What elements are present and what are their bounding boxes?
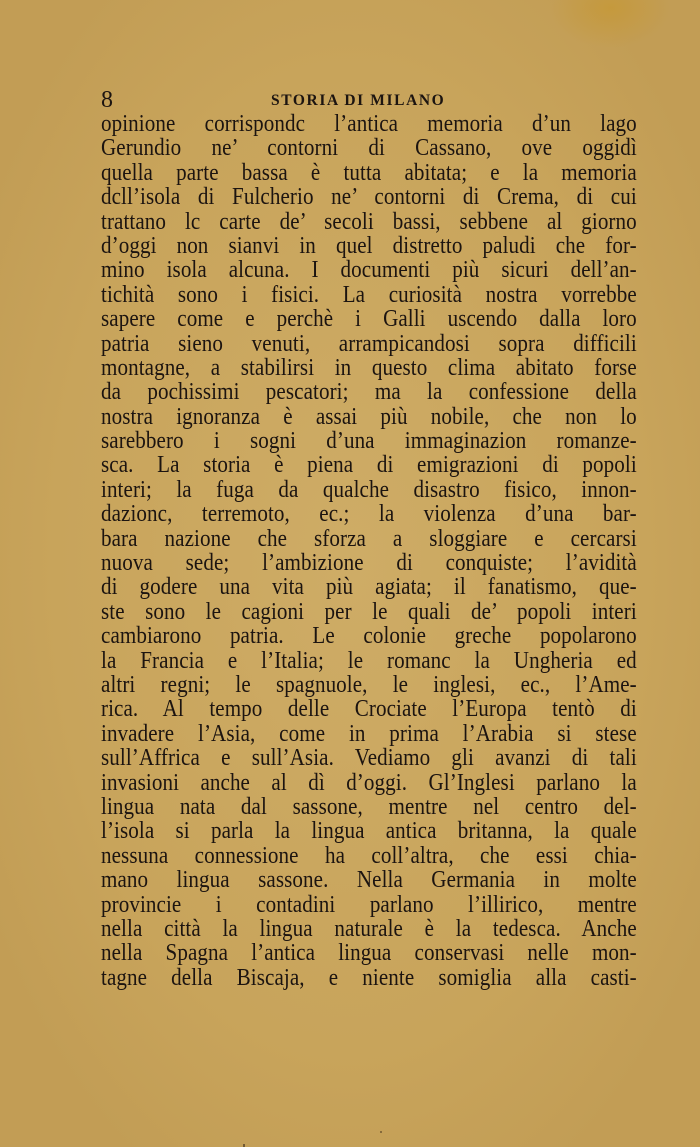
text-line: nella città la lingua naturale è la tedesca. Anche: [101, 914, 637, 942]
text-line: altri regni; le spagnuole, le inglesi, ec., l’Ame-: [101, 670, 637, 698]
text-line: Gerundio ne’ contorni di Cassano, ove oggidì: [101, 134, 637, 162]
text-line: dcll’isola di Fulcherio ne’ contorni di Crema, di cui: [101, 183, 637, 211]
text-line: sarebbero i sogni d’una immaginazion romanze-: [101, 427, 637, 455]
text-line: invasioni anche al dì d’oggi. Gl’Inglesi parlano la: [101, 768, 637, 796]
text-line: da pochissimi pescatori; ma la confessione della: [101, 378, 637, 406]
text-line: bara nazione che sforza a sloggiare e cercarsi: [101, 524, 637, 552]
text-line: opinione corrispondc l’antica memoria d’un lago: [101, 110, 637, 137]
page-number: 8: [101, 87, 113, 113]
text-line: patria sieno venuti, arrampicandosi sopra difficili: [101, 329, 637, 357]
text-line: nessuna connessione ha coll’altra, che essi chia-: [101, 841, 637, 869]
text-line: d’oggi non sianvi in quel distretto paludi che for-: [101, 231, 637, 259]
text-line: la Francia e l’Italia; le romanc la Ungheria ed: [101, 646, 637, 674]
text-line: nuova sede; l’ambizione di conquiste; l’avidità: [101, 549, 637, 577]
text-line: tichità sono i fisici. La curiosità nostra vorrebbe: [101, 280, 637, 308]
paper-speck: [380, 1131, 382, 1133]
text-line: quella parte bassa è tutta abitata; e la memoria: [101, 158, 637, 186]
text-line: mano lingua sassone. Nella Germania in molte: [101, 866, 637, 894]
book-page: [101, 88, 637, 990]
text-line: sca. La storia è piena di emigrazioni di popoli: [101, 451, 637, 479]
text-line: provincie i contadini parlano l’illirico, mentre: [101, 890, 637, 918]
text-line: interi; la fuga da qualche disastro fisico, innon-: [101, 475, 637, 503]
text-line: rica. Al tempo delle Crociate l’Europa tentò di: [101, 695, 637, 723]
text-line: ste sono le cagioni per le quali de’ popoli interi: [101, 597, 637, 625]
running-head: [101, 88, 637, 112]
text-line: lingua nata dal sassone, mentre nel centro del-: [101, 792, 637, 820]
text-line: montagne, a stabilirsi in questo clima abitato forse: [101, 353, 637, 381]
body-text: [101, 112, 637, 990]
text-line: sapere come e perchè i Galli uscendo dalla loro: [101, 305, 637, 333]
text-line: dazionc, terremoto, ec.; la violenza d’una bar-: [101, 500, 637, 528]
text-line: trattano lc carte de’ secoli bassi, sebbene al giorno: [101, 207, 637, 235]
text-line: tagne della Biscaja, e niente somiglia alla casti-: [101, 963, 637, 991]
running-title: STORIA DI MILANO: [271, 92, 446, 109]
text-line: mino isola alcuna. I documenti più sicuri dell’an-: [101, 256, 637, 284]
text-line: nella Spagna l’antica lingua conservasi nelle mon-: [101, 939, 637, 967]
text-line: sull’Affrica e sull’Asia. Vediamo gli avanzi di tali: [101, 744, 637, 772]
text-line: di godere una vita più agiata; il fanatismo, que-: [101, 573, 637, 601]
text-line: cambiarono patria. Le colonie greche popolarono: [101, 622, 637, 650]
text-line: nostra ignoranza è assai più nobile, che non lo: [101, 402, 637, 430]
text-line: l’isola si parla la lingua antica britanna, la quale: [101, 817, 637, 845]
text-line: invadere l’Asia, come in prima l’Arabia si stese: [101, 719, 637, 747]
